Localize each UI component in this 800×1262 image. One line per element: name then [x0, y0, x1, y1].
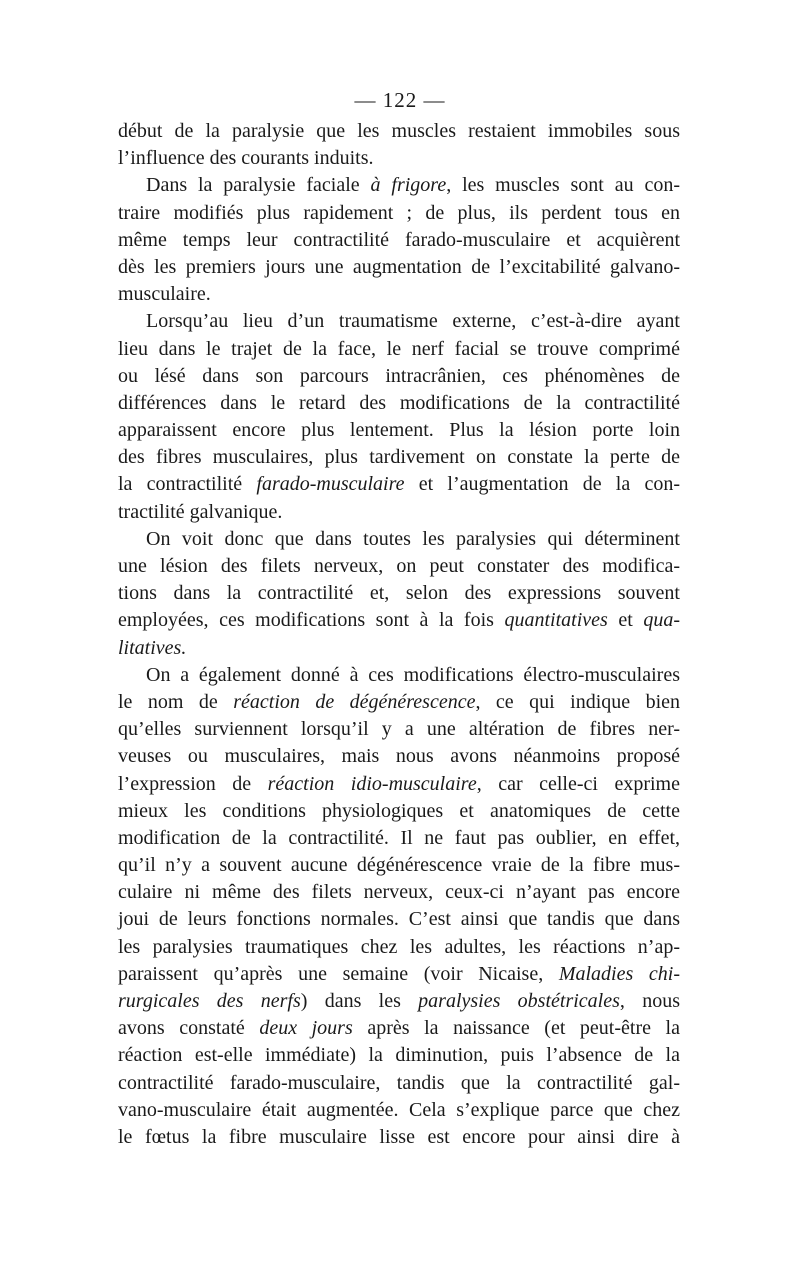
text-line	[118, 499, 680, 526]
text-run: modification de la contractilité. Il ne faut pas oublier, en effet,	[118, 826, 680, 849]
text-run: le fœtus la fibre musculaire lisse est encore pour ainsi dire à	[118, 1125, 680, 1148]
text-run: On voit donc que dans toutes les paralysies qui déterminent	[146, 527, 680, 550]
text-line	[118, 118, 680, 145]
text-line	[118, 906, 680, 933]
text-run: joui de leurs fonctions normales. C’est ainsi que tandis que dans	[118, 908, 680, 931]
text-line	[118, 988, 680, 1015]
text-line	[118, 635, 680, 662]
italic-text: litatives.	[118, 636, 187, 659]
text-line	[118, 308, 680, 335]
text-line	[118, 798, 680, 825]
text-run: , nous	[619, 990, 680, 1012]
text-line	[118, 934, 680, 961]
italic-text: quantitatives	[504, 609, 608, 632]
text-run: une lésion des filets nerveux, on peut constater des modifica-	[118, 555, 680, 577]
body-text	[118, 118, 680, 1151]
text-run: , les muscles sont au con-	[446, 174, 680, 197]
page-number: — 122 —	[354, 88, 446, 112]
italic-text: Maladies chi-	[558, 962, 680, 985]
text-line	[118, 172, 680, 199]
text-run: la contractilité	[118, 473, 257, 496]
text-run: contractilité farado-musculaire, tandis que la contractilité gal-	[118, 1071, 680, 1094]
text-line	[118, 227, 680, 254]
text-line	[118, 390, 680, 417]
text-run: Dans la paralysie faciale	[146, 174, 371, 197]
text-run: qu’elles surviennent lorsqu’il y a une altération de fibres ner-	[118, 718, 680, 741]
text-line	[118, 145, 680, 172]
text-line	[118, 526, 680, 553]
text-run: et l’augmentation de la con-	[404, 473, 680, 496]
text-line	[118, 825, 680, 852]
text-line	[118, 771, 680, 798]
text-run: différences dans le retard des modifications de la contractilité	[118, 391, 680, 414]
text-run: mieux les conditions physiologiques et anatomiques de cette	[118, 799, 680, 822]
italic-text: à frigore	[370, 174, 447, 197]
text-line	[118, 336, 680, 363]
text-line	[118, 580, 680, 607]
text-run: vano-musculaire était augmentée. Cela s’explique parce que chez	[118, 1098, 680, 1121]
text-run: On a également donné à ces modifications électro-musculaires	[146, 663, 680, 686]
text-line	[118, 553, 680, 580]
text-run: l’expression de	[118, 772, 268, 795]
text-line	[118, 363, 680, 390]
text-run: lieu dans le trajet de la face, le nerf facial se trouve comprimé	[118, 337, 680, 360]
text-run: , car celle-ci exprime	[476, 772, 680, 795]
text-line	[118, 607, 680, 634]
text-line	[118, 1015, 680, 1042]
text-run: ou lésé dans son parcours intracrânien, ces phénomènes de	[118, 364, 680, 387]
italic-text: farado-musculaire	[256, 473, 405, 496]
text-run: paraissent qu’après une semaine (voir Nicaise,	[118, 962, 559, 985]
text-run: ) dans les	[300, 990, 419, 1012]
text-run: dès les premiers jours une augmentation de l’excitabilité galvano-	[118, 255, 680, 278]
text-run: et	[607, 609, 644, 632]
text-line	[118, 417, 680, 444]
text-run: après la naissance (et peut-être la	[352, 1017, 680, 1040]
text-line	[118, 471, 680, 498]
text-run: culaire ni même des filets nerveux, ceux-ci n’ayant pas encore	[118, 881, 680, 904]
italic-text: qua-	[643, 609, 680, 632]
italic-text: réaction de dégénérescence	[233, 690, 476, 713]
text-run: traire modifiés plus rapidement ; de plus, ils perdent tous en	[118, 201, 680, 224]
text-line	[118, 743, 680, 770]
text-run: avons constaté	[118, 1017, 260, 1040]
text-run: l’influence des courants induits.	[118, 147, 374, 170]
italic-text: rurgicales des nerfs	[118, 990, 301, 1012]
text-line	[118, 1042, 680, 1069]
text-line	[118, 879, 680, 906]
text-line	[118, 444, 680, 471]
text-line	[118, 662, 680, 689]
text-run: musculaire.	[118, 283, 211, 306]
text-run: réaction est-elle immédiate) la diminution, puis l’absence de la	[118, 1044, 680, 1067]
text-line	[118, 689, 680, 716]
text-line	[118, 281, 680, 308]
italic-text: réaction idio-musculaire	[267, 772, 477, 795]
text-run: tions dans la contractilité et, selon des expressions souvent	[118, 582, 680, 605]
text-line	[118, 1070, 680, 1097]
text-run: qu’il n’y a souvent aucune dégénérescence vraie de la fibre mus-	[118, 854, 680, 877]
text-line	[118, 1097, 680, 1124]
text-line	[118, 254, 680, 281]
text-run: Lorsqu’au lieu d’un traumatisme externe, c’est-à-dire ayant	[146, 310, 680, 333]
text-line	[118, 961, 680, 988]
text-run: employées, ces modifications sont à la fois	[118, 609, 505, 632]
text-run: début de la paralysie que les muscles restaient immobiles sous	[118, 120, 680, 142]
text-run: des fibres musculaires, plus tardivement on constate la perte de	[118, 446, 680, 469]
text-run: tractilité galvanique.	[118, 500, 283, 523]
italic-text: paralysies obstétricales	[418, 990, 620, 1012]
text-run: même temps leur contractilité farado-musculaire et acquièrent	[118, 228, 680, 251]
text-run: veuses ou musculaires, mais nous avons néanmoins proposé	[118, 745, 680, 768]
text-line	[118, 716, 680, 743]
text-line	[118, 1124, 680, 1151]
text-run: apparaissent encore plus lentement. Plus la lésion porte loin	[118, 419, 680, 442]
text-run: le nom de	[118, 690, 234, 713]
text-line	[118, 200, 680, 227]
text-line	[118, 852, 680, 879]
italic-text: deux jours	[259, 1017, 353, 1040]
text-run: les paralysies traumatiques chez les adultes, les réactions n’ap-	[118, 935, 680, 958]
text-run: , ce qui indique bien	[475, 690, 681, 713]
